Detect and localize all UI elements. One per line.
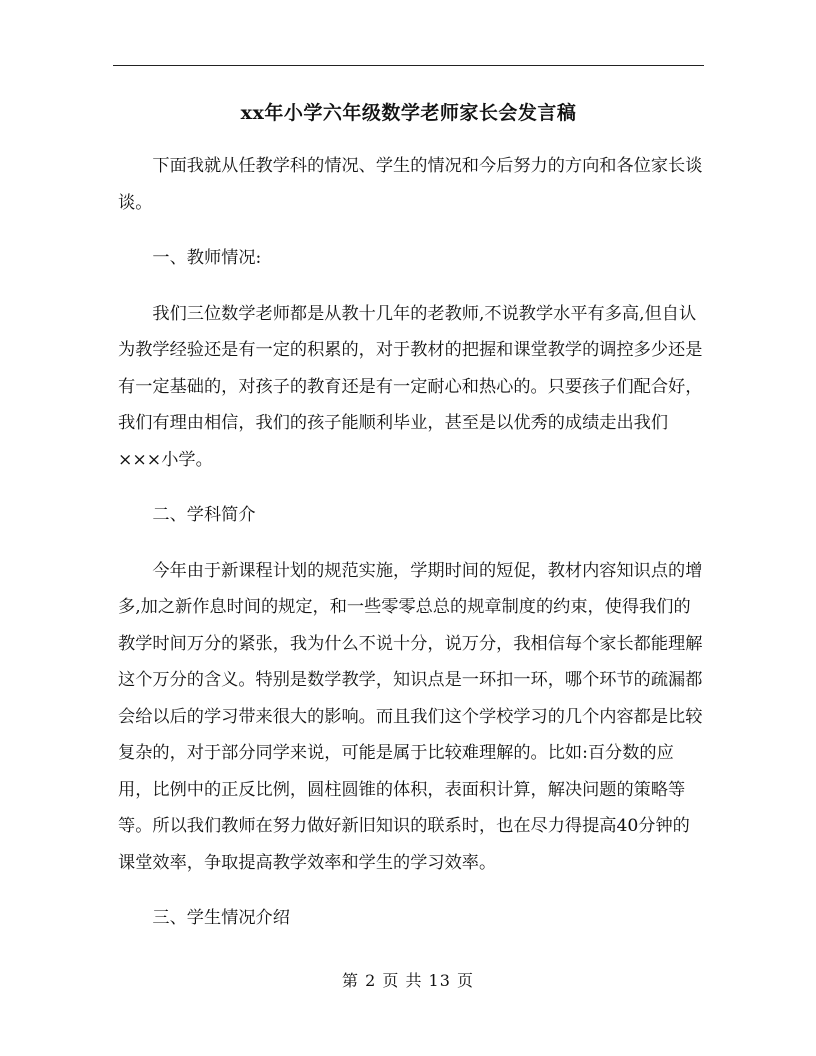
document-body <box>118 148 706 956</box>
section-heading-teachers: 一、教师情况: <box>152 248 262 268</box>
page-number: 第 2 页 共 13 页 <box>342 971 474 990</box>
subject-paragraph: 今年由于新课程计划的规范实施，学期时间的短促，教材内容知识点的增多,加之新作息时间的规定，和一些零零总总的规章制度的约束，使得我们的教学时间万分的紧张，我为什么不说十分，说万分，我相信每个家长都能理解这个万分的含义。特别是数学教学，知识点是一环扣一环，哪个环节的疏漏都会给以后的学习带来很大的影响。而且我们这个学校学习的几个内容都是比较复杂的，对于部分同学来说，可能是属于比较难理解的。比如:百分数的应用，比例中的正反比例，圆柱圆锥的体积，表面积计算，解决问题的策略等等。所以我们教师在努力做好新旧知识的联系时，也在尽力得提高40分钟的课堂效率，争取提高教学效率和学生的学习效率。 <box>118 560 703 873</box>
document-title: xx年小学六年级数学老师家长会发言稿 <box>240 102 577 124</box>
header-rule <box>113 65 704 66</box>
section-heading-students: 三、学生情况介绍 <box>152 908 290 928</box>
intro-paragraph: 下面我就从任教学科的情况、学生的情况和今后努力的方向和各位家长谈谈。 <box>118 156 703 213</box>
section-heading-subject: 二、学科简介 <box>152 505 256 525</box>
teachers-paragraph: 我们三位数学老师都是从教十几年的老教师,不说教学水平有多高,但自认为教学经验还是有一定的积累的，对于教材的把握和课堂教学的调控多少还是有一定基础的，对孩子的教育还是有一定耐心和热心的。只要孩子们配合好，我们有理由相信，我们的孩子能顺利毕业，甚至是以优秀的成绩走出我们×××小学。 <box>118 303 703 470</box>
